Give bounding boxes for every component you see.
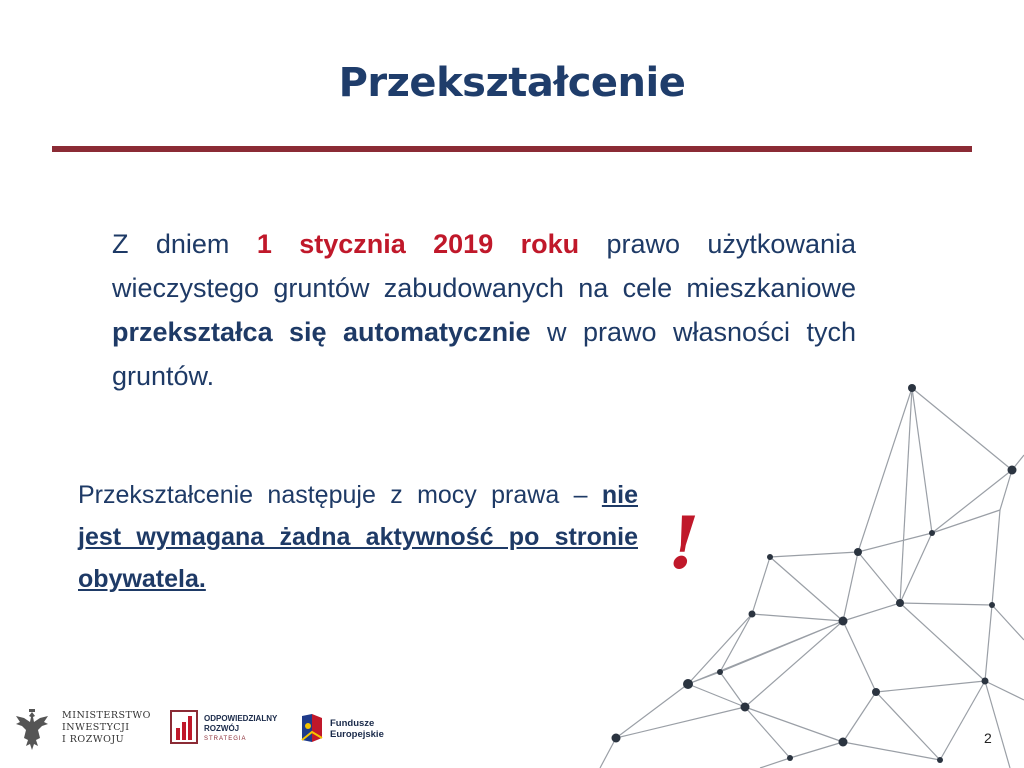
paragraph-text: Z dniem [112,229,257,259]
slide-title: Przekształcenie [338,60,686,106]
paragraph-text: w prawo własności tych gruntów. [112,317,856,391]
exclamation-icon: ! [660,500,708,585]
title-divider [52,146,972,152]
odpowiedzialny-text [204,714,277,744]
odp-line3: STRATEGIA [204,736,247,742]
fundusze-text [330,718,384,740]
note-paragraph [78,474,638,600]
underlined-note: nie jest wymagana żadna aktywność po stronie obywatela. [78,481,638,593]
eagle-emblem-icon [12,708,52,752]
ministry-line2: INWESTYCJI [62,722,130,733]
ministry-name [62,710,151,746]
date-highlight: 1 stycznia 2019 roku [256,229,580,259]
odp-line2: ROZWÓJ [204,724,240,733]
note-text: Przekształcenie następuje z mocy prawa – [78,481,602,509]
fundusze-line2: Europejskie [330,729,384,740]
bold-phrase: przekształca się automatycznie [112,317,531,347]
page-number: 2 [984,730,992,746]
eu-funds-logo-icon [300,712,324,744]
paragraph-text: prawo użytkowania wieczystego gruntów zabudowanych na cele mieszkaniowe [112,229,856,303]
ministry-line3: I ROZWOJU [62,734,125,745]
bar-chart-logo-icon [170,710,198,744]
ministry-line1: MINISTERSTWO [62,710,151,721]
network-graphic [570,370,1024,768]
odp-line1: ODPOWIEDZIALNY [204,714,278,723]
fundusze-line1: Fundusze [330,718,375,729]
